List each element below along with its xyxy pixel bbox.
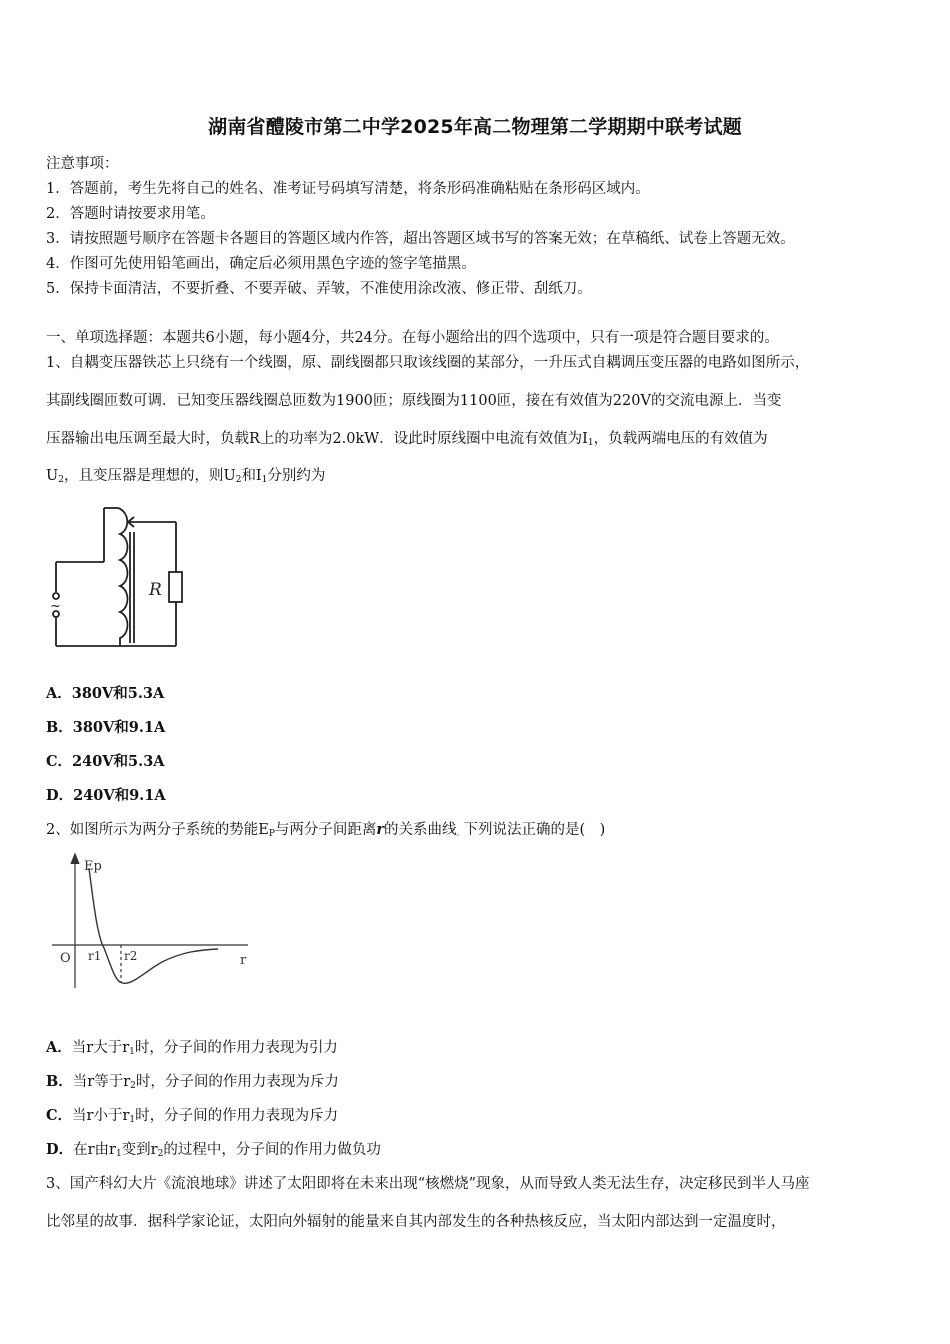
q1-text: U	[46, 468, 59, 484]
option-text: 当r大于r	[71, 1040, 130, 1056]
notice-item: 3．请按照题号顺序在答题卡各题目的答题区域内作答，超出答题区域书写的答案无效；在草稿纸、试卷上答题无效。	[46, 231, 795, 247]
resistor-label: R	[149, 580, 162, 600]
notice-heading: 注意事项：	[46, 156, 119, 172]
q1-option-c[interactable]: C．240V和5.3A	[46, 753, 165, 770]
option-text: 时，分子间的作用力表现为斥力	[135, 1074, 339, 1090]
subscript: 1	[261, 475, 268, 485]
q1-option-a[interactable]: A．380V和5.3A	[46, 685, 165, 702]
q2-text: 与两分子间距离	[274, 822, 377, 838]
subscript: 1	[587, 438, 594, 448]
y-axis-label: Ep	[84, 859, 102, 874]
option-text: 时，分子间的作用力表现为斥力	[135, 1108, 339, 1124]
q1-text: 压器输出电压调至最大时，负载R上的功率为2.0kW．设此时原线圈中电流有效值为I	[46, 431, 588, 447]
q2-option-a[interactable]	[46, 1036, 338, 1057]
page-title: 湖南省醴陵市第二中学2025年高二物理第二学期期中联考试题	[208, 116, 742, 138]
option-text: 当r小于r	[72, 1108, 130, 1124]
option-text: 时，分子间的作用力表现为引力	[134, 1040, 338, 1056]
q2-text: 下列说法正确的是( )	[463, 822, 606, 838]
option-key: D．	[46, 1141, 74, 1158]
subscript: P	[268, 829, 275, 839]
transformer-circuit-figure	[44, 500, 194, 652]
q3-stem-line: 比邻星的故事．据科学家论证，太阳向外辐射的能量来自其内部发生的各种热核反应，当太阳内部达到一定温度时，	[46, 1214, 786, 1230]
subscript: 1	[129, 1115, 136, 1125]
r1-label: r1	[88, 949, 102, 963]
q2-text: 2、如图所示为两分子系统的势能E	[46, 822, 269, 838]
q1-text: ，负载两端电压的有效值为	[593, 431, 768, 447]
subscript: 1	[129, 1047, 135, 1057]
origin-label: O	[60, 951, 71, 966]
coil	[118, 508, 128, 646]
ep-curve	[89, 868, 218, 983]
q2-option-b[interactable]	[46, 1070, 339, 1091]
q1-stem-line	[46, 427, 768, 448]
q1-text: 分别约为	[267, 468, 326, 484]
q1-stem-line: 其副线圈匝数可调．已知变压器线圈总匝数为1900匝；原线圈为1100匝，接在有效值为220V的交流电源上．当变	[46, 393, 782, 409]
q1-stem-line: 1、自耦变压器铁芯上只绕有一个线圈，原、副线圈都只取该线圈的某部分，一升压式自耦调压变压器的电路如图所示，	[46, 355, 810, 371]
subscript: 2	[130, 1081, 136, 1091]
subscript: 1	[115, 1149, 122, 1159]
x-axis-label: r	[240, 953, 247, 968]
r2-label: r2	[124, 949, 138, 963]
notice-item: 5．保持卡面清洁，不要折叠、不要弄破、弄皱，不准使用涂改液、修正带、刮纸刀。	[46, 281, 592, 297]
option-text: 在r由r	[73, 1142, 116, 1158]
option-text: 的过程中，分子间的作用力做负功	[163, 1142, 381, 1158]
q1-stem-line	[46, 464, 325, 485]
potential-energy-graph	[48, 848, 260, 994]
q1-text: 和I	[241, 468, 262, 484]
subscript: 2	[157, 1149, 164, 1159]
q2-dot: 。	[456, 829, 464, 837]
notice-item: 1．答题前，考生先将自己的姓名、准考证号码填写清楚，将条形码准确粘贴在条形码区域内。	[46, 181, 650, 197]
q2-option-c[interactable]	[46, 1104, 338, 1125]
q1-option-b[interactable]: B．380V和9.1A	[46, 719, 166, 736]
q1-text: ，且变压器是理想的，则U	[63, 468, 236, 484]
subscript: 2	[58, 475, 64, 485]
y-axis-arrow	[71, 854, 79, 864]
q2-option-d[interactable]	[46, 1138, 381, 1159]
option-text: 当r等于r	[72, 1074, 131, 1090]
option-key: B．	[46, 1073, 73, 1090]
option-key: A．	[46, 1039, 72, 1056]
q2-var-r: r	[376, 821, 385, 838]
option-key: C．	[46, 1107, 73, 1124]
option-text: 变到r	[121, 1142, 158, 1158]
q1-option-d[interactable]: D．240V和9.1A	[46, 787, 166, 804]
ac-source-label: ~	[50, 599, 61, 614]
resistor-symbol	[169, 572, 182, 602]
section-heading: 一、单项选择题：本题共6小题，每小题4分，共24分。在每小题给出的四个选项中，只有一项是符合题目要求的。	[46, 330, 779, 346]
q2-text: 的关系曲线	[384, 822, 457, 838]
q3-stem-line: 3、国产科幻大片《流浪地球》讲述了太阳即将在未来出现“核燃烧”现象，从而导致人类无法生存，决定移民到半人马座	[46, 1176, 810, 1192]
notice-item: 4．作图可先使用铅笔画出，确定后必须用黑色字迹的签字笔描黑。	[46, 256, 476, 272]
notice-item: 2．答题时请按要求用笔。	[46, 206, 215, 222]
q2-stem	[46, 818, 605, 839]
subscript: 2	[235, 475, 242, 485]
